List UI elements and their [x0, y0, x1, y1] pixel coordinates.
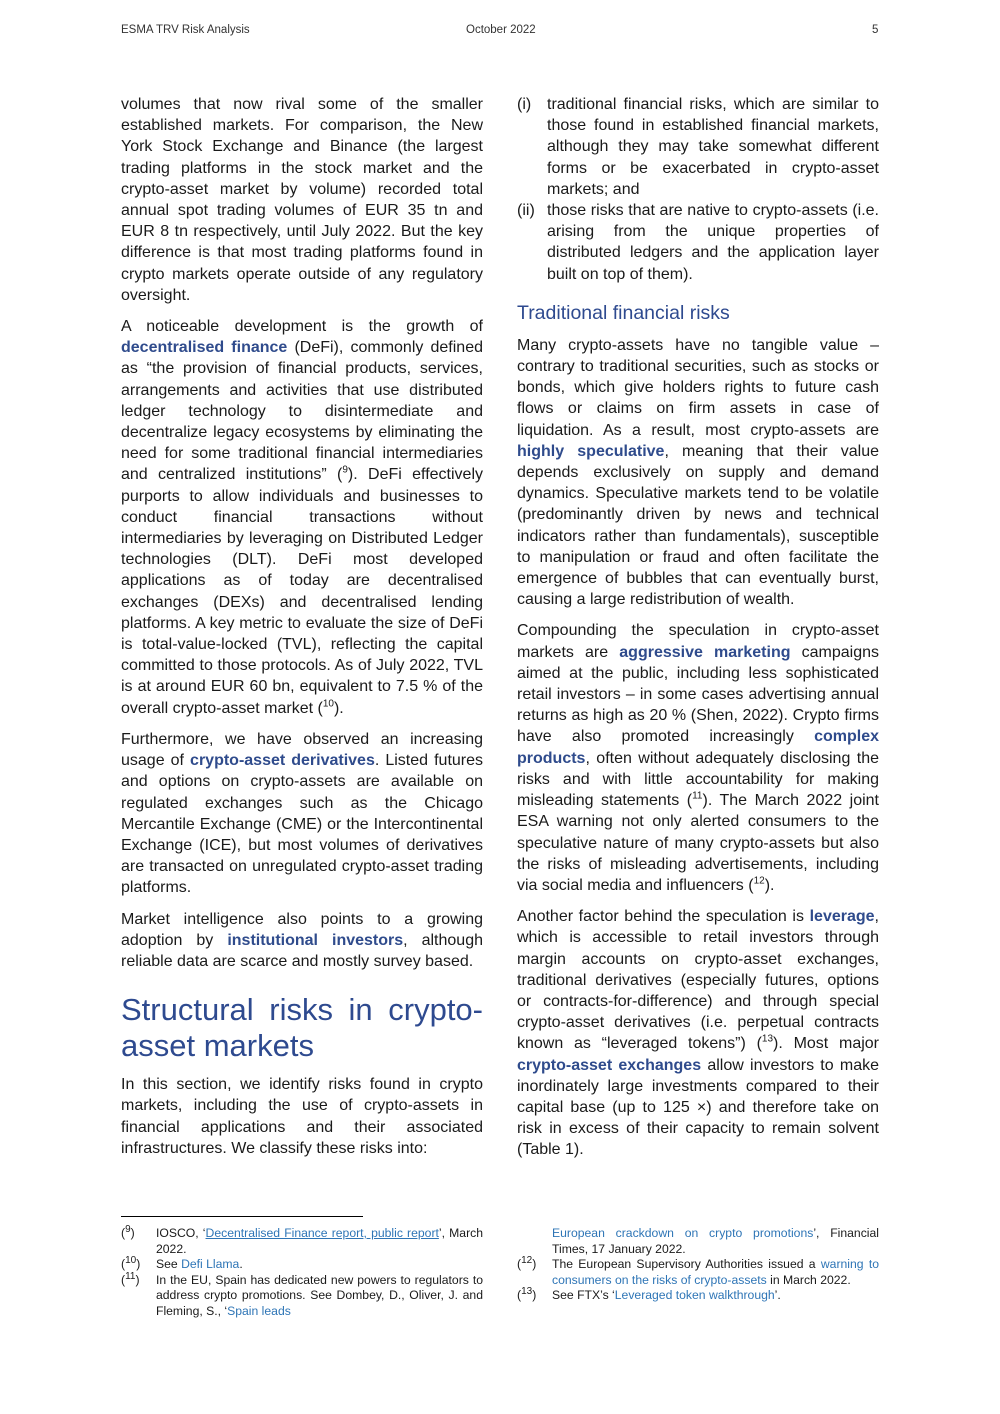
text: allow investors to make inordinately large investments compared to their capital base (up to 125 ×) and therefore take on risk in excess of their capacity to remain solvent (Table 1). — [517, 1056, 880, 1159]
paragraph-speculative — [517, 335, 879, 611]
link-defi-llama[interactable]: Defi Llama — [181, 1257, 240, 1272]
list-text: traditional financial risks, which are similar to those found in established financial markets, although they may take somewhat different forms or be exacerbated in crypto-asset markets; and — [547, 96, 879, 198]
right-column — [517, 94, 879, 1171]
footnotes-left — [121, 1223, 484, 1320]
footnote-number: ($^{10}$) — [121, 1255, 141, 1272]
risk-classification-list — [517, 94, 879, 285]
list-item — [517, 200, 879, 285]
paragraph-institutional — [121, 909, 483, 973]
text: Market intelligence also points to a growing adoption by — [121, 910, 483, 949]
footnote-text: See Defi Llama. — [156, 1257, 243, 1272]
paragraph-defi — [121, 316, 483, 719]
footnote-number: ($^9$) — [121, 1223, 135, 1240]
text: ). — [333, 699, 344, 717]
footnote-ref-11[interactable]: 11 — [692, 790, 703, 802]
footnote-10 — [121, 1257, 483, 1273]
keyword-complex-products: complex products — [517, 728, 879, 767]
footnote-number: ($^{13}$) — [517, 1286, 537, 1303]
paragraph-section-intro: In this section, we identify risks found in crypto markets, including the use of crypto-assets in financial applications and their associated infrastructures. We classify these risks into: — [121, 1076, 483, 1157]
footnote-ref-9[interactable]: 9 — [342, 465, 348, 477]
keyword-aggressive-marketing: aggressive marketing — [619, 643, 791, 661]
footnote-11-continued: European crackdown on crypto promotions’, Financial Times, 17 January 2022. — [552, 1226, 879, 1256]
text: , which is accessible to retail investors through margin accounts on crypto-asset exchanges, traditional derivatives (especially futures, options or contracts-for-difference) and through special crypto-asset derivatives (i.e. perpetual contracts known as “leveraged tokens”) ( — [517, 908, 879, 1053]
keyword-crypto-asset-derivatives: crypto-asset derivatives — [190, 752, 375, 770]
footnote-text: The European Supervisory Authorities issued a warning to consumers on the risks of crypto-assets in March 2022. — [552, 1257, 880, 1287]
keyword-decentralised-finance: decentralised finance — [121, 339, 288, 357]
running-header-title: ESMA TRV Risk Analysis — [121, 24, 250, 36]
list-marker: (i) — [517, 96, 532, 113]
subheading-traditional-risks: Traditional financial risks — [517, 301, 730, 324]
link-european-crackdown[interactable]: European crackdown on crypto promotions — [552, 1226, 814, 1240]
text: Another factor behind the speculation is — [517, 908, 810, 926]
footnote-11 — [121, 1270, 483, 1320]
text: ). Most major — [773, 1035, 879, 1053]
list-item — [517, 94, 879, 200]
text: ). — [764, 876, 775, 894]
text: A noticeable development is the growth of — [121, 318, 483, 336]
footnote-separator — [121, 1216, 363, 1217]
text: campaigns aimed at the public, including less sophisticated retail investors – in some cases advertising annual returns as high as 20 % (Shen, 2022). Crypto firms have also promoted increasingly — [517, 643, 879, 746]
section-title: Structural risks in crypto-asset markets — [121, 992, 483, 1064]
text: . Listed futures and options on crypto-assets are available on regulated exchanges such as the Chicago Mercantile Exchange (CME) or the Intercontinental Exchange (ICE), but most volumes of derivatives are transacted on unregulated crypto-asset trading platforms. — [121, 752, 484, 897]
text: , often without adequately disclosing the risks and with little accountability for making misleading statements ( — [517, 749, 879, 810]
list-text: those risks that are native to crypto-assets (i.e. arising from the unique properties of distributed ledgers and the application layer built on top of them). — [547, 202, 879, 283]
text: Many crypto-assets have no tangible value – contrary to traditional securities, such as stocks or bonds, which give holders rights to future cash flows or claims on firm assets in case of liquidation. As a result, most crypto-assets are — [517, 336, 879, 439]
footnote-number: ($^{11}$) — [121, 1270, 140, 1287]
footnote-text: See FTX’s ‘Leveraged token walkthrough’. — [552, 1288, 781, 1303]
list-marker: (ii) — [517, 202, 535, 220]
keyword-institutional-investors: institutional investors — [227, 931, 404, 949]
text: ). DeFi effectively purports to allow individuals and businesses to conduct financial transactions without intermediaries by leveraging on Distributed Ledger technologies (DLT). DeFi most developed applications as of today are decentralised exchanges (DEXs) and decentralised lending platforms. A key metric to evaluate the size of DeFi is total-value-locked (TVL), reflecting the capital committed to those protocols. As of July 2022, TVL is at around EUR 60 bn, equivalent to 7.5 % of the overall crypto-asset market ( — [121, 466, 484, 717]
footnotes-right — [517, 1226, 879, 1304]
paragraph-leverage — [517, 906, 879, 1160]
text: Compounding the speculation in crypto-asset markets are — [517, 622, 879, 661]
text: Furthermore, we have observed an increasing usage of — [121, 730, 483, 770]
footnote-number: ($^{12}$) — [517, 1255, 537, 1272]
running-header-date: October 2022 — [466, 24, 536, 36]
text: (DeFi), commonly defined as “the provision of financial products, services, arrangements and activities that use distributed ledger technology to disintermediate and decentralize legacy ecosystems by eliminating the need for some traditional financial intermediaries and centralized institutions” ( — [121, 339, 483, 484]
keyword-leverage: leverage — [809, 908, 875, 926]
keyword-crypto-asset-exchanges: crypto-asset exchanges — [517, 1056, 702, 1074]
keyword-highly-speculative: highly speculative — [517, 442, 665, 460]
footnote-text: In the EU, Spain has dedicated new powers to regulators to address crypto promotions. See Dombey, D., Oliver, J. and Fleming, S., ‘Spain leads — [156, 1272, 483, 1318]
footnote-ref-13[interactable]: 13 — [761, 1034, 774, 1045]
page-number: 5 — [872, 24, 879, 36]
footnote-9 — [121, 1223, 484, 1257]
text: ). The March 2022 joint ESA warning not only alerted consumers to the speculative nature of many crypto-assets but also the risks of misleading advertisements, including via social media and influencers ( — [517, 792, 880, 894]
left-column — [121, 94, 483, 1169]
link-spain-leads[interactable]: Spain leads — [227, 1303, 291, 1318]
paragraph-trading-volumes: volumes that now rival some of the smaller established markets. For comparison, the New York Stock Exchange and Binance (the largest trading platforms in the stock market and the crypto-asset market by volume) recorded total annual spot trading volumes of EUR 35 tn and EUR 8 tn respectively, until July 2022. But the key difference is that most trading platforms found in crypto markets operate outside of any regulatory oversight. — [121, 96, 483, 304]
link-leveraged-token-walkthrough[interactable]: Leveraged token walkthrough — [614, 1288, 775, 1303]
footnote-ref-12[interactable]: 12 — [753, 875, 765, 887]
paragraph-marketing — [517, 620, 879, 896]
footnote-ref-10[interactable]: 10 — [322, 698, 334, 710]
text: , meaning that their value depends exclusively on supply and demand dynamics. Speculative markets tend to be volatile (predominantly driven by news and technical indicators rather than fundamentals), susceptible to manipulation or fraud and often facilitate the emergence of bubbles that can eventually burst, causing a large redistribution of wealth. — [517, 442, 879, 609]
link-iosco-defi-report[interactable]: Decentralised Finance report, public report — [205, 1226, 439, 1240]
footnote-12 — [517, 1257, 879, 1288]
text: , although reliable data are scarce and mostly survey based. — [121, 931, 483, 970]
footnote-13 — [517, 1288, 879, 1304]
link-esa-warning[interactable]: warning to consumers on the risks of crypto-assets — [552, 1257, 880, 1287]
footnote-text: IOSCO, ‘Decentralised Finance report, public report’, March 2022. — [156, 1226, 484, 1256]
paragraph-derivatives — [121, 729, 483, 899]
